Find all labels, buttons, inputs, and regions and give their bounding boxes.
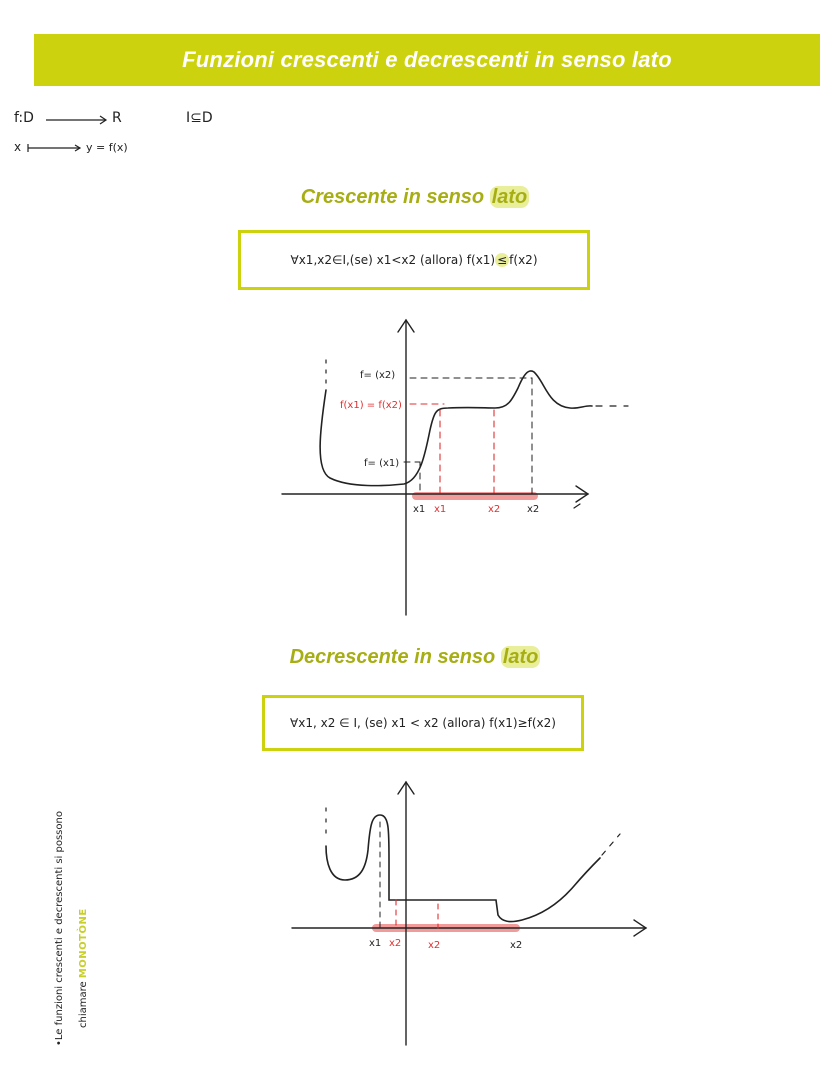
crescente-definition-tail: f(x2) xyxy=(509,253,538,267)
crescente-graph xyxy=(282,320,628,615)
curve-2 xyxy=(326,815,600,922)
tick2-x2-black: x2 xyxy=(510,940,523,951)
tick-x1-black: x1 xyxy=(413,504,426,515)
geq-symbol: ≥ xyxy=(517,716,528,730)
tick-x2-red: x2 xyxy=(488,504,501,515)
curve-1 xyxy=(320,371,592,486)
tick2-x2-red-a: x2 xyxy=(389,938,402,949)
map-domain: f:D xyxy=(14,110,34,126)
page-title: Funzioni crescenti e decrescenti in senso lato xyxy=(182,47,672,72)
monotone-highlight: MONOTÒNE xyxy=(78,908,89,979)
label-f-x1: f= (x1) xyxy=(364,458,400,469)
tick-x2-black: x2 xyxy=(527,504,540,515)
label-f-x1-eq-f-x2: f(x1) = f(x2) xyxy=(340,400,402,411)
map-image: y = f(x) xyxy=(86,141,128,154)
map-arrows xyxy=(28,116,106,152)
label-f-x2: f= (x2) xyxy=(360,370,396,381)
leq-symbol: ≤ xyxy=(497,253,508,267)
map-codomain: R xyxy=(112,110,122,126)
tick2-x1-black: x1 xyxy=(369,938,382,949)
map-var: x xyxy=(14,140,22,154)
crescente-definition: ∀x1,x2∈I,(se) x1<x2 (allora) f(x1) xyxy=(290,253,496,267)
subset-notation: I⊆D xyxy=(186,110,213,126)
decrescente-graph xyxy=(292,782,646,1045)
interval-band-1 xyxy=(412,492,538,500)
decrescente-heading: Decrescente in senso lato xyxy=(289,646,539,668)
decrescente-definition-tail: f(x2) xyxy=(527,716,556,730)
tick-x1-red: x1 xyxy=(434,504,447,515)
sidenote-line2: chiamare MONOTÒNE xyxy=(78,908,89,1028)
sidenote-line1: •Le funzioni crescenti e decrescenti si possono xyxy=(54,811,65,1046)
crescente-heading: Crescente in senso lato xyxy=(300,186,528,208)
decrescente-definition: ∀x1, x2 ∈ I, (se) x1 < x2 (allora) f(x1) xyxy=(290,716,518,730)
tick2-x2-red-b: x2 xyxy=(428,940,441,951)
